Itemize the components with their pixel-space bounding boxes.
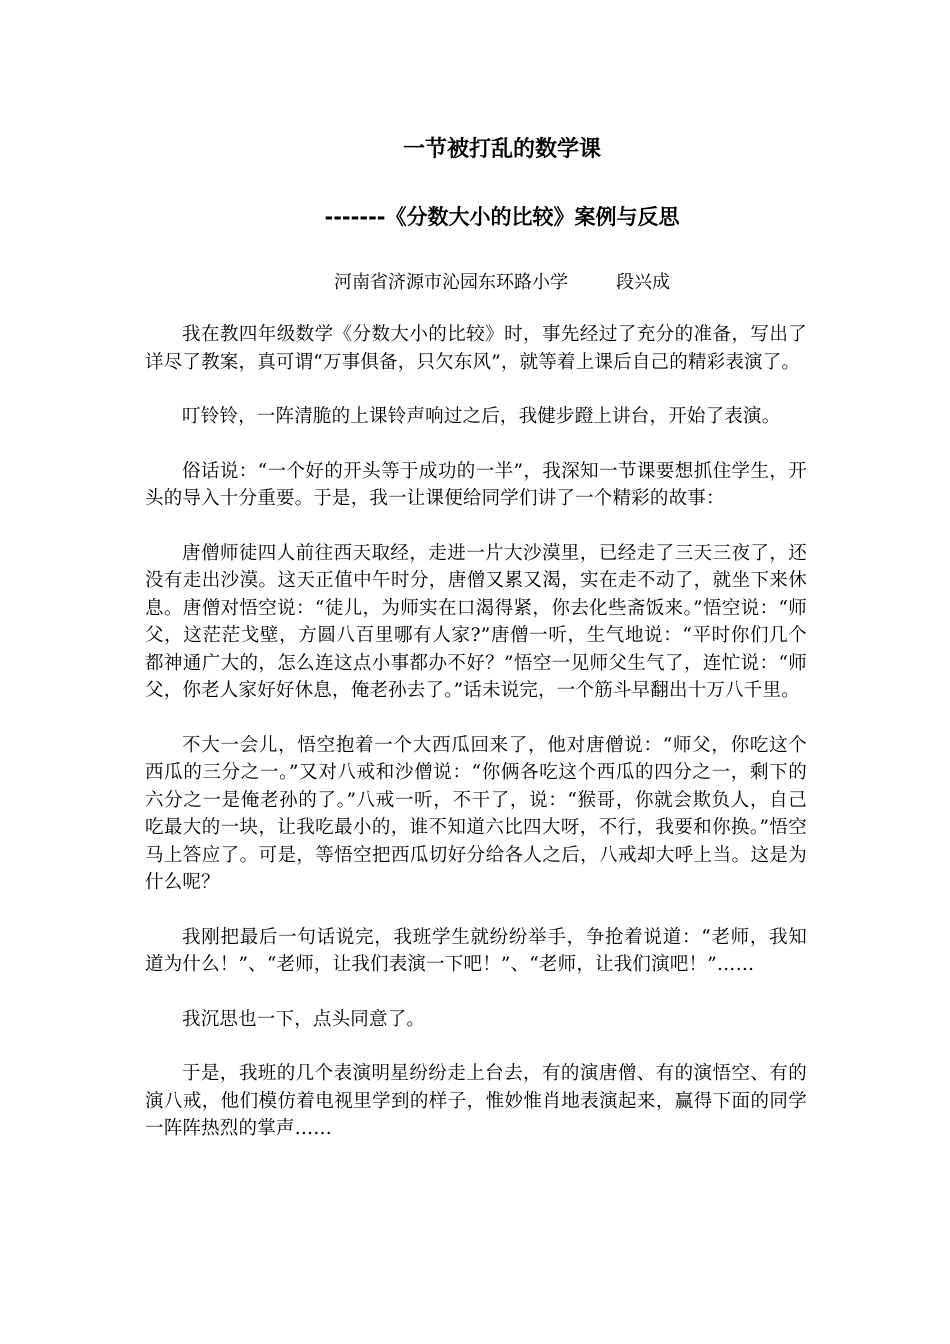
paragraph: 不大一会儿，悟空抱着一个大西瓜回来了，他对唐僧说：“师父，你吃这个西瓜的三分之一。”又对八戒和沙僧说：“你俩各吃这个西瓜的四分之一，剩下的六分之一是俺老孙的了。”八戒一听，不干了，说：“猴哥，你就会欺负人，自己吃最大的一块，让我吃最小的，谁不知道六比四大呀，不行，我要和你换。”悟空马上答应了。可是，等悟空把西瓜切好分给各人之后，八戒却大呼上当。这是为什么呢？: [145, 734, 807, 893]
paragraph: 我在教四年级数学《分数大小的比较》时，事先经过了充分的准备，写出了详尽了教案，真可谓“万事俱备，只欠东风”，就等着上课后自己的精彩表演了。: [145, 324, 807, 373]
paragraph: 我沉思也一下，点头同意了。: [182, 1008, 426, 1030]
author-name: 段兴成: [616, 272, 670, 293]
paragraph: 我刚把最后一句话说完，我班学生就纷纷举手，争抢着说道：“老师，我知道为什么！”、“老师，让我们表演一下吧！”、“老师，让我们演吧！”……: [145, 926, 807, 975]
paragraph: 俗话说：“一个好的开头等于成功的一半”，我深知一节课要想抓住学生，开头的导入十分重要。于是，我一让课便给同学们讲了一个精彩的故事：: [145, 460, 807, 509]
document-body: [145, 321, 807, 1143]
author-school: 河南省济源市沁园东环路小学: [334, 272, 568, 293]
document-page: [145, 130, 807, 1170]
paragraph: 于是，我班的几个表演明星纷纷走上台去，有的演唐僧、有的演悟空、有的演八戒，他们模仿着电视里学到的样子，惟妙惟肖地表演起来，赢得下面的同学一阵阵热烈的掌声……: [145, 1063, 807, 1139]
author-line: [145, 269, 807, 297]
paragraph: 叮铃铃，一阵清脆的上课铃声响过之后，我健步蹬上讲台，开始了表演。: [182, 406, 781, 427]
document-title: 一节被打乱的数学课: [402, 137, 601, 162]
paragraph: 唐僧师徒四人前往西天取经，走进一片大沙漠里，已经走了三天三夜了，还没有走出沙漠。这天正值中午时分，唐僧又累又渴，实在走不动了，就坐下来休息。唐僧对悟空说：“徒儿，为师实在口渴得紧，你去化些斋饭来。”悟空说：“师父，这茫茫戈壁，方圆八百里哪有人家?”唐僧一听，生气地说：“平时你们几个都神通广大的，怎么连这点小事都办不好？”悟空一见师父生气了，连忙说：“师父，你老人家好好休息，俺老孙去了。”话未说完，一个筋斗早翻出十万八千里。: [145, 542, 807, 701]
document-subtitle: -------《分数大小的比较》案例与反思: [324, 205, 680, 229]
